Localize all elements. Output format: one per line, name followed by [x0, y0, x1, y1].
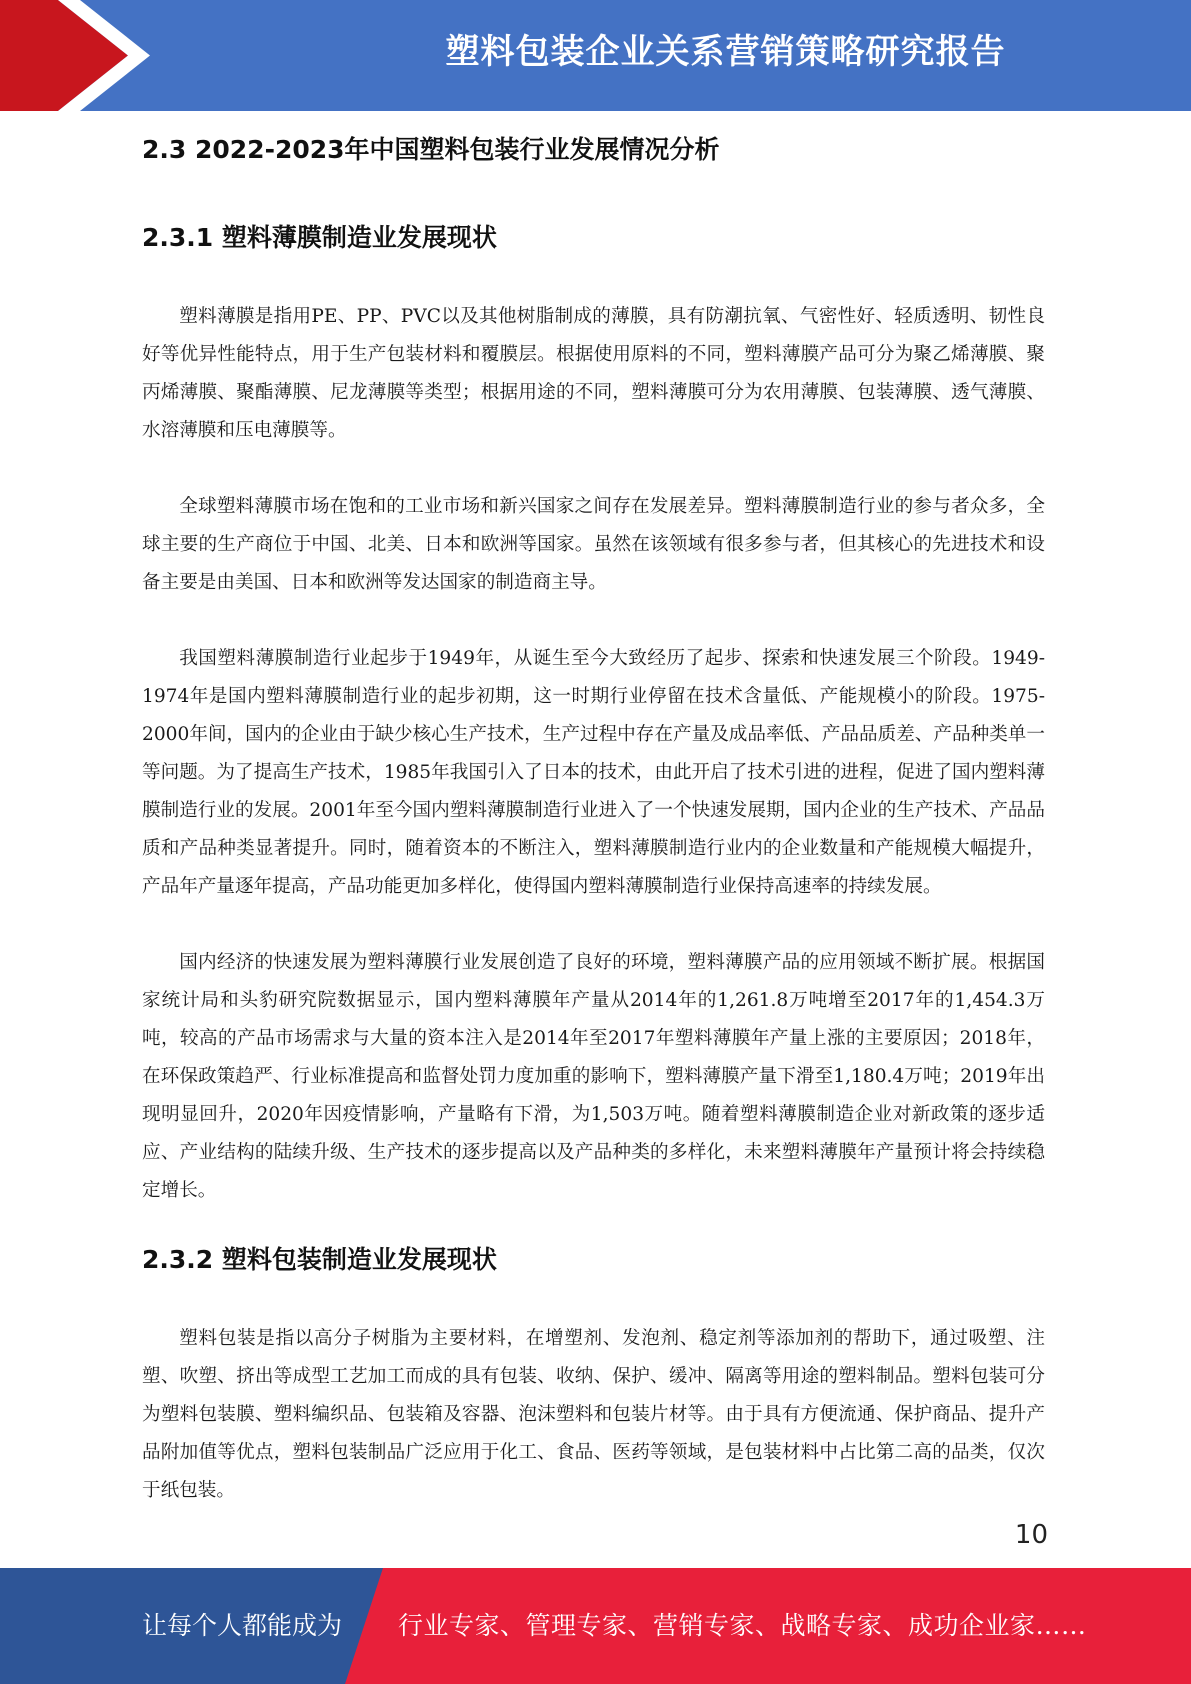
paragraph: 国内经济的快速发展为塑料薄膜行业发展创造了良好的环境，塑料薄膜产品的应用领域不断扩展。根据国家统计局和头豹研究院数据显示，国内塑料薄膜年产量从2014年的1,261.8万吨增至2017年的1,454.3万吨，较高的产品市场需求与大量的资本注入是2014年至2017年塑料薄膜年产量上涨的主要原因；2018年，在环保政策趋严、行业标准提高和监督处罚力度加重的影响下，塑料薄膜产量下滑至1,180.4万吨；2019年出现明显回升，2020年因疫情影响，产量略有下滑，为1,503万吨。随着塑料薄膜制造企业对新政策的逐步适应、产业结构的陆续升级、生产技术的逐步提高以及产品种类的多样化，未来塑料薄膜年产量预计将会持续稳定增长。 [142, 952, 1045, 1201]
footer-slogan-right: 行业专家、管理专家、营销专家、战略专家、成功企业家…… [398, 1611, 1087, 1640]
document-body [142, 126, 1045, 1510]
paragraph: 塑料薄膜是指用PE、PP、PVC以及其他树脂制成的薄膜，具有防潮抗氧、气密性好、轻质透明、韧性良好等优异性能特点，用于生产包装材料和覆膜层。根据使用原料的不同，塑料薄膜产品可分为聚乙烯薄膜、聚丙烯薄膜、聚酯薄膜、尼龙薄膜等类型；根据用途的不同，塑料薄膜可分为农用薄膜、包装薄膜、透气薄膜、水溶薄膜和压电薄膜等。 [142, 306, 1045, 441]
paragraph: 全球塑料薄膜市场在饱和的工业市场和新兴国家之间存在发展差异。塑料薄膜制造行业的参与者众多，全球主要的生产商位于中国、北美、日本和欧洲等国家。虽然在该领域有很多参与者，但其核心的先进技术和设备主要是由美国、日本和欧洲等发达国家的制造商主导。 [142, 496, 1045, 593]
paragraph: 塑料包装是指以高分子树脂为主要材料，在增塑剂、发泡剂、稳定剂等添加剂的帮助下，通过吸塑、注塑、吹塑、挤出等成型工艺加工而成的具有包装、收纳、保护、缓冲、隔离等用途的塑料制品。塑料包装可分为塑料包装膜、塑料编织品、包装箱及容器、泡沫塑料和包装片材等。由于具有方便流通、保护商品、提升产品附加值等优点，塑料包装制品广泛应用于化工、食品、医药等领域，是包装材料中占比第二高的品类，仅次于纸包装。 [142, 1328, 1045, 1501]
paragraph: 我国塑料薄膜制造行业起步于1949年，从诞生至今大致经历了起步、探索和快速发展三个阶段。1949-1974年是国内塑料薄膜制造行业的起步初期，这一时期行业停留在技术含量低、产能规模小的阶段。1975-2000年间，国内的企业由于缺少核心生产技术，生产过程中存在产量及成品率低、产品品质差、产品种类单一等问题。为了提高生产技术，1985年我国引入了日本的技术，由此开启了技术引进的进程，促进了国内塑料薄膜制造行业的发展。2001年至今国内塑料薄膜制造行业进入了一个快速发展期，国内企业的生产技术、产品品质和产品种类显著提升。同时，随着资本的不断注入，塑料薄膜制造行业内的企业数量和产能规模大幅提升，产品年产量逐年提高，产品功能更加多样化，使得国内塑料薄膜制造行业保持高速率的持续发展。 [142, 648, 1045, 897]
page-footer [0, 1568, 1191, 1684]
page-number: 10 [1014, 1520, 1048, 1550]
report-title: 塑料包装企业关系营销策略研究报告 [445, 32, 1006, 72]
section-heading-2-3-2: 2.3.2 塑料包装制造业发展现状 [142, 1245, 497, 1274]
page-header [0, 0, 1191, 111]
header-arrow-decoration [0, 0, 320, 111]
section-heading-2-3-1: 2.3.1 塑料薄膜制造业发展现状 [142, 223, 497, 252]
section-heading-2-3: 2.3 2022-2023年中国塑料包装行业发展情况分析 [142, 135, 720, 164]
footer-slogan-left: 让每个人都能成为 [142, 1611, 343, 1640]
